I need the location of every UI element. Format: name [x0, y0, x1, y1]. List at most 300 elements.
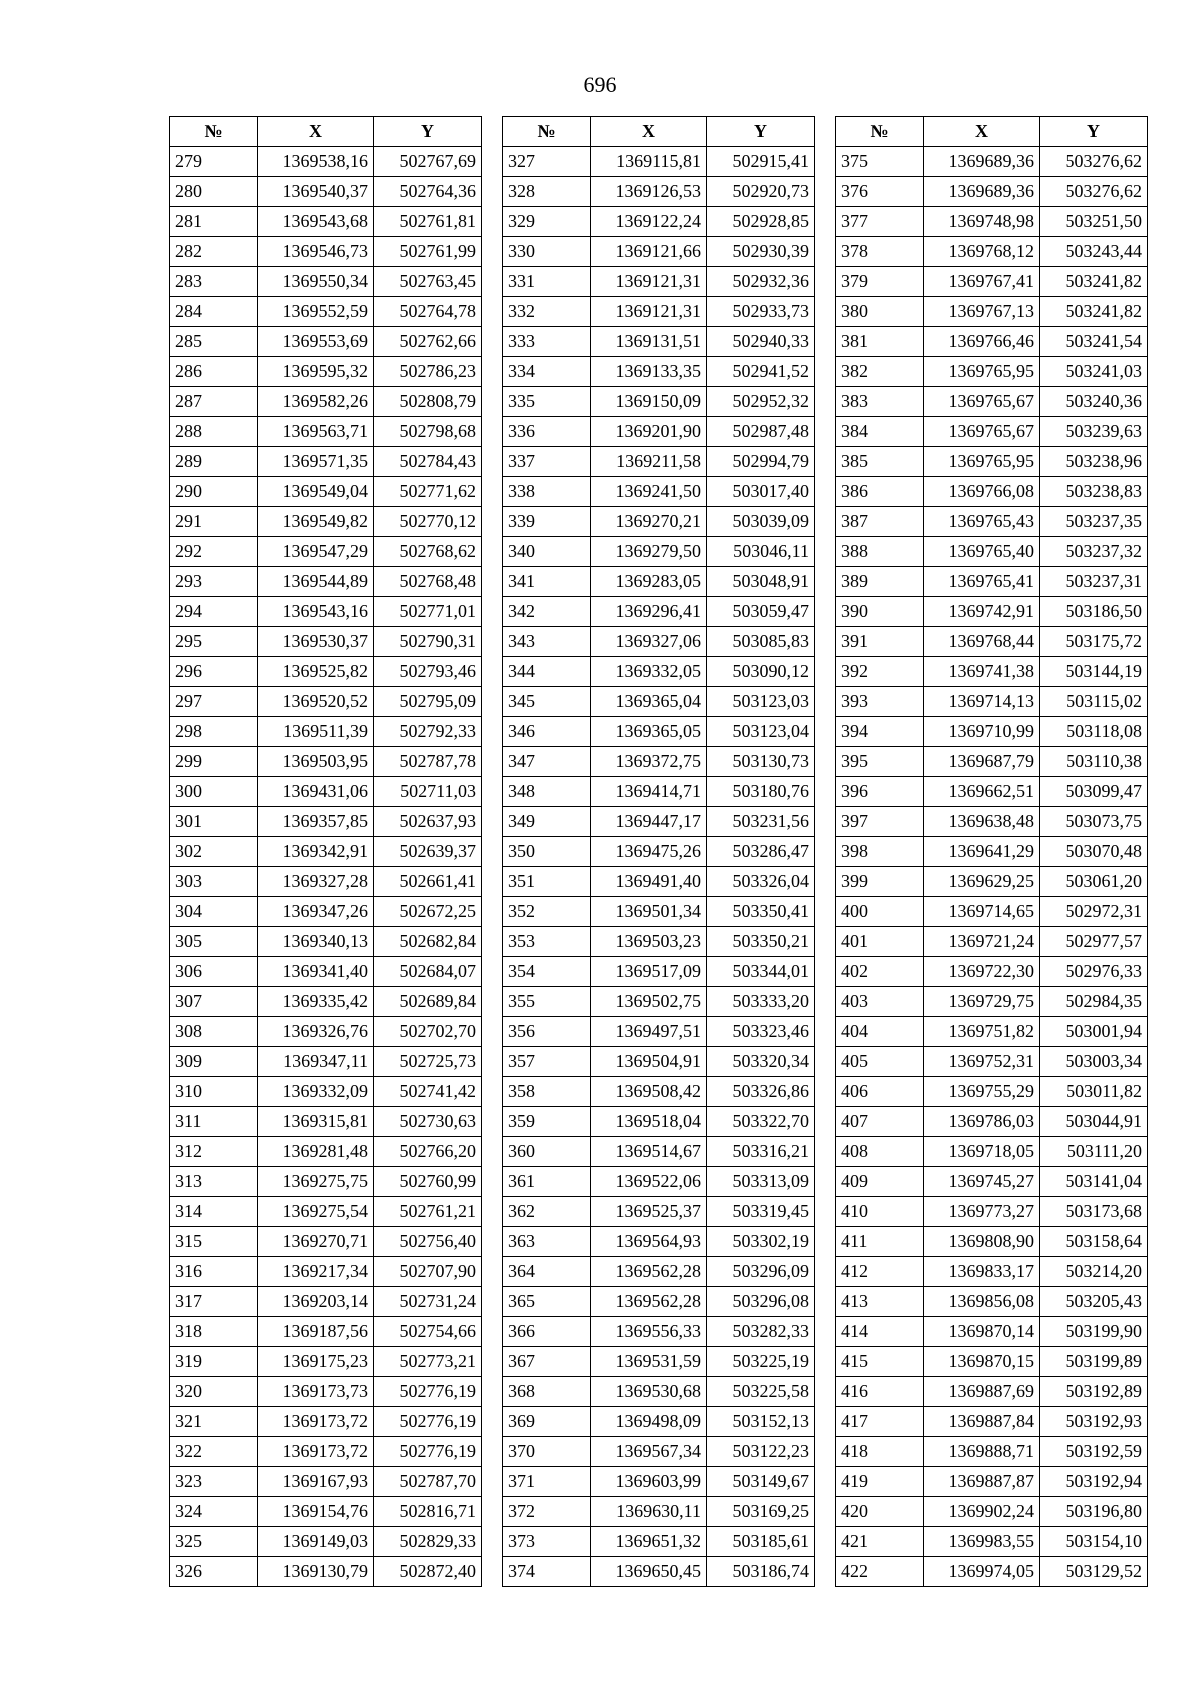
- point-number-cell: 366: [503, 1317, 591, 1347]
- x-coordinate-cell: 1369765,95: [924, 357, 1040, 387]
- x-coordinate-cell: 1369365,05: [591, 717, 707, 747]
- x-coordinate-cell: 1369766,46: [924, 327, 1040, 357]
- x-coordinate-cell: 1369974,05: [924, 1557, 1040, 1587]
- table-row: [836, 387, 1148, 417]
- point-number-cell: 365: [503, 1287, 591, 1317]
- table-row: [170, 1347, 482, 1377]
- x-coordinate-cell: 1369175,23: [258, 1347, 374, 1377]
- point-number-cell: 310: [170, 1077, 258, 1107]
- x-coordinate-cell: 1369332,09: [258, 1077, 374, 1107]
- x-coordinate-cell: 1369547,29: [258, 537, 374, 567]
- table-row: [170, 267, 482, 297]
- table-row: [836, 1137, 1148, 1167]
- y-coordinate-cell: 503046,11: [707, 537, 815, 567]
- y-coordinate-cell: 503180,76: [707, 777, 815, 807]
- point-number-cell: 313: [170, 1167, 258, 1197]
- y-coordinate-cell: 503185,61: [707, 1527, 815, 1557]
- x-coordinate-cell: 1369638,48: [924, 807, 1040, 837]
- x-coordinate-cell: 1369721,24: [924, 927, 1040, 957]
- point-number-cell: 387: [836, 507, 924, 537]
- y-coordinate-cell: 503186,50: [1040, 597, 1148, 627]
- point-number-cell: 333: [503, 327, 591, 357]
- y-coordinate-cell: 503241,03: [1040, 357, 1148, 387]
- x-coordinate-cell: 1369765,43: [924, 507, 1040, 537]
- point-number-cell: 340: [503, 537, 591, 567]
- point-number-cell: 316: [170, 1257, 258, 1287]
- x-coordinate-cell: 1369270,71: [258, 1227, 374, 1257]
- point-number-cell: 385: [836, 447, 924, 477]
- table-row: [170, 177, 482, 207]
- point-number-cell: 403: [836, 987, 924, 1017]
- table-row: [503, 1467, 815, 1497]
- point-number-cell: 362: [503, 1197, 591, 1227]
- y-coordinate-cell: 503225,19: [707, 1347, 815, 1377]
- y-coordinate-cell: 502768,48: [374, 567, 482, 597]
- table-row: [836, 507, 1148, 537]
- table-row: [503, 747, 815, 777]
- point-number-cell: 304: [170, 897, 258, 927]
- y-coordinate-cell: 503192,94: [1040, 1467, 1148, 1497]
- y-coordinate-cell: 503130,73: [707, 747, 815, 777]
- y-coordinate-cell: 503326,86: [707, 1077, 815, 1107]
- table-row: [503, 957, 815, 987]
- table-row: [503, 237, 815, 267]
- y-coordinate-cell: 503111,20: [1040, 1137, 1148, 1167]
- point-number-cell: 327: [503, 147, 591, 177]
- point-number-cell: 297: [170, 687, 258, 717]
- x-coordinate-cell: 1369689,36: [924, 177, 1040, 207]
- x-coordinate-cell: 1369121,31: [591, 267, 707, 297]
- table-row: [170, 1527, 482, 1557]
- point-number-cell: 312: [170, 1137, 258, 1167]
- y-coordinate-cell: 503241,54: [1040, 327, 1148, 357]
- point-number-cell: 412: [836, 1257, 924, 1287]
- table-row: [503, 537, 815, 567]
- point-number-cell: 348: [503, 777, 591, 807]
- y-coordinate-cell: 502763,45: [374, 267, 482, 297]
- y-coordinate-cell: 503282,33: [707, 1317, 815, 1347]
- y-coordinate-cell: 502793,46: [374, 657, 482, 687]
- coordinates-table-1: [169, 116, 482, 1587]
- y-coordinate-cell: 503205,43: [1040, 1287, 1148, 1317]
- table-row: [836, 1107, 1148, 1137]
- point-number-cell: 395: [836, 747, 924, 777]
- point-number-cell: 311: [170, 1107, 258, 1137]
- x-coordinate-cell: 1369126,53: [591, 177, 707, 207]
- table-row: [170, 1047, 482, 1077]
- y-coordinate-cell: 503192,59: [1040, 1437, 1148, 1467]
- x-coordinate-cell: 1369888,71: [924, 1437, 1040, 1467]
- table-row: [836, 627, 1148, 657]
- x-coordinate-cell: 1369729,75: [924, 987, 1040, 1017]
- x-coordinate-cell: 1369552,59: [258, 297, 374, 327]
- table-row: [503, 927, 815, 957]
- x-coordinate-cell: 1369767,41: [924, 267, 1040, 297]
- point-number-cell: 305: [170, 927, 258, 957]
- coordinates-table-2: [502, 116, 815, 1587]
- x-coordinate-cell: 1369768,44: [924, 627, 1040, 657]
- table-row: [503, 717, 815, 747]
- x-coordinate-cell: 1369887,87: [924, 1467, 1040, 1497]
- header-row: [170, 117, 482, 147]
- y-coordinate-cell: 503243,44: [1040, 237, 1148, 267]
- table-row: [503, 807, 815, 837]
- y-coordinate-cell: 503192,93: [1040, 1407, 1148, 1437]
- point-number-cell: 371: [503, 1467, 591, 1497]
- x-coordinate-cell: 1369689,36: [924, 147, 1040, 177]
- table-row: [836, 747, 1148, 777]
- x-coordinate-cell: 1369543,68: [258, 207, 374, 237]
- y-coordinate-cell: 502792,33: [374, 717, 482, 747]
- table-row: [170, 537, 482, 567]
- table-row: [170, 1407, 482, 1437]
- point-number-cell: 318: [170, 1317, 258, 1347]
- x-coordinate-cell: 1369902,24: [924, 1497, 1040, 1527]
- y-coordinate-cell: 502661,41: [374, 867, 482, 897]
- x-coordinate-cell: 1369347,11: [258, 1047, 374, 1077]
- point-number-cell: 405: [836, 1047, 924, 1077]
- point-number-cell: 322: [170, 1437, 258, 1467]
- y-coordinate-cell: 502930,39: [707, 237, 815, 267]
- table-row: [836, 597, 1148, 627]
- x-coordinate-cell: 1369296,41: [591, 597, 707, 627]
- table-row: [170, 687, 482, 717]
- y-coordinate-cell: 502682,84: [374, 927, 482, 957]
- point-number-cell: 361: [503, 1167, 591, 1197]
- x-coordinate-cell: 1369603,99: [591, 1467, 707, 1497]
- x-coordinate-cell: 1369279,50: [591, 537, 707, 567]
- y-coordinate-cell: 503333,20: [707, 987, 815, 1017]
- point-number-cell: 359: [503, 1107, 591, 1137]
- header-row: [503, 117, 815, 147]
- x-coordinate-cell: 1369130,79: [258, 1557, 374, 1587]
- table-row: [170, 1317, 482, 1347]
- y-coordinate-cell: 503237,31: [1040, 567, 1148, 597]
- y-coordinate-cell: 502689,84: [374, 987, 482, 1017]
- point-number-cell: 346: [503, 717, 591, 747]
- point-number-cell: 298: [170, 717, 258, 747]
- point-number-cell: 377: [836, 207, 924, 237]
- y-coordinate-cell: 503350,21: [707, 927, 815, 957]
- point-number-cell: 328: [503, 177, 591, 207]
- table-row: [170, 1287, 482, 1317]
- y-coordinate-cell: 502766,20: [374, 1137, 482, 1167]
- point-number-cell: 317: [170, 1287, 258, 1317]
- x-coordinate-cell: 1369562,28: [591, 1257, 707, 1287]
- y-coordinate-cell: 502920,73: [707, 177, 815, 207]
- point-number-cell: 284: [170, 297, 258, 327]
- header-y: Y: [374, 117, 482, 147]
- x-coordinate-cell: 1369518,04: [591, 1107, 707, 1137]
- x-coordinate-cell: 1369503,23: [591, 927, 707, 957]
- table-row: [503, 1317, 815, 1347]
- table-row: [503, 777, 815, 807]
- table-row: [503, 1227, 815, 1257]
- y-coordinate-cell: 502941,52: [707, 357, 815, 387]
- point-number-cell: 404: [836, 1017, 924, 1047]
- y-coordinate-cell: 503044,91: [1040, 1107, 1148, 1137]
- y-coordinate-cell: 503276,62: [1040, 177, 1148, 207]
- point-number-cell: 341: [503, 567, 591, 597]
- table-row: [503, 1017, 815, 1047]
- table-row: [503, 387, 815, 417]
- point-number-cell: 337: [503, 447, 591, 477]
- y-coordinate-cell: 503169,25: [707, 1497, 815, 1527]
- point-number-cell: 319: [170, 1347, 258, 1377]
- table-row: [170, 747, 482, 777]
- y-coordinate-cell: 502976,33: [1040, 957, 1148, 987]
- point-number-cell: 308: [170, 1017, 258, 1047]
- x-coordinate-cell: 1369187,56: [258, 1317, 374, 1347]
- x-coordinate-cell: 1369173,73: [258, 1377, 374, 1407]
- point-number-cell: 283: [170, 267, 258, 297]
- y-coordinate-cell: 502994,79: [707, 447, 815, 477]
- x-coordinate-cell: 1369201,90: [591, 417, 707, 447]
- table-row: [170, 1377, 482, 1407]
- x-coordinate-cell: 1369718,05: [924, 1137, 1040, 1167]
- y-coordinate-cell: 503115,02: [1040, 687, 1148, 717]
- x-coordinate-cell: 1369553,69: [258, 327, 374, 357]
- point-number-cell: 331: [503, 267, 591, 297]
- x-coordinate-cell: 1369504,91: [591, 1047, 707, 1077]
- y-coordinate-cell: 503149,67: [707, 1467, 815, 1497]
- y-coordinate-cell: 503048,91: [707, 567, 815, 597]
- x-coordinate-cell: 1369498,09: [591, 1407, 707, 1437]
- x-coordinate-cell: 1369342,91: [258, 837, 374, 867]
- point-number-cell: 323: [170, 1467, 258, 1497]
- table-row: [503, 477, 815, 507]
- point-number-cell: 416: [836, 1377, 924, 1407]
- y-coordinate-cell: 502711,03: [374, 777, 482, 807]
- y-coordinate-cell: 503350,41: [707, 897, 815, 927]
- point-number-cell: 391: [836, 627, 924, 657]
- table-row: [170, 1197, 482, 1227]
- x-coordinate-cell: 1369546,73: [258, 237, 374, 267]
- x-coordinate-cell: 1369270,21: [591, 507, 707, 537]
- table-row: [836, 1377, 1148, 1407]
- y-coordinate-cell: 503240,36: [1040, 387, 1148, 417]
- table-row: [170, 507, 482, 537]
- table-row: [503, 1437, 815, 1467]
- x-coordinate-cell: 1369808,90: [924, 1227, 1040, 1257]
- point-number-cell: 414: [836, 1317, 924, 1347]
- header-row: [836, 117, 1148, 147]
- x-coordinate-cell: 1369543,16: [258, 597, 374, 627]
- point-number-cell: 401: [836, 927, 924, 957]
- y-coordinate-cell: 503239,63: [1040, 417, 1148, 447]
- point-number-cell: 324: [170, 1497, 258, 1527]
- point-number-cell: 376: [836, 177, 924, 207]
- table-row: [503, 147, 815, 177]
- x-coordinate-cell: 1369217,34: [258, 1257, 374, 1287]
- table-row: [170, 777, 482, 807]
- point-number-cell: 354: [503, 957, 591, 987]
- point-number-cell: 282: [170, 237, 258, 267]
- point-number-cell: 402: [836, 957, 924, 987]
- table-row: [503, 867, 815, 897]
- table-row: [170, 1497, 482, 1527]
- y-coordinate-cell: 503085,83: [707, 627, 815, 657]
- table-row: [503, 1137, 815, 1167]
- table-row: [170, 327, 482, 357]
- y-coordinate-cell: 502756,40: [374, 1227, 482, 1257]
- table-row: [503, 1287, 815, 1317]
- y-coordinate-cell: 502795,09: [374, 687, 482, 717]
- point-number-cell: 302: [170, 837, 258, 867]
- y-coordinate-cell: 502933,73: [707, 297, 815, 327]
- point-number-cell: 422: [836, 1557, 924, 1587]
- x-coordinate-cell: 1369722,30: [924, 957, 1040, 987]
- x-coordinate-cell: 1369525,37: [591, 1197, 707, 1227]
- point-number-cell: 349: [503, 807, 591, 837]
- table-row: [170, 297, 482, 327]
- header-x: X: [924, 117, 1040, 147]
- table-row: [170, 657, 482, 687]
- x-coordinate-cell: 1369773,27: [924, 1197, 1040, 1227]
- x-coordinate-cell: 1369870,14: [924, 1317, 1040, 1347]
- table-row: [836, 1317, 1148, 1347]
- point-number-cell: 360: [503, 1137, 591, 1167]
- x-coordinate-cell: 1369765,41: [924, 567, 1040, 597]
- y-coordinate-cell: 503192,89: [1040, 1377, 1148, 1407]
- x-coordinate-cell: 1369517,09: [591, 957, 707, 987]
- y-coordinate-cell: 503110,38: [1040, 747, 1148, 777]
- table-row: [170, 447, 482, 477]
- point-number-cell: 355: [503, 987, 591, 1017]
- x-coordinate-cell: 1369714,13: [924, 687, 1040, 717]
- y-coordinate-cell: 503129,52: [1040, 1557, 1148, 1587]
- y-coordinate-cell: 502787,78: [374, 747, 482, 777]
- table-row: [503, 1257, 815, 1287]
- point-number-cell: 279: [170, 147, 258, 177]
- header-number: №: [170, 117, 258, 147]
- table-row: [170, 1227, 482, 1257]
- table-row: [503, 987, 815, 1017]
- y-coordinate-cell: 503196,80: [1040, 1497, 1148, 1527]
- point-number-cell: 363: [503, 1227, 591, 1257]
- x-coordinate-cell: 1369503,95: [258, 747, 374, 777]
- x-coordinate-cell: 1369983,55: [924, 1527, 1040, 1557]
- x-coordinate-cell: 1369571,35: [258, 447, 374, 477]
- table-row: [836, 867, 1148, 897]
- table-row: [170, 417, 482, 447]
- y-coordinate-cell: 502702,70: [374, 1017, 482, 1047]
- x-coordinate-cell: 1369630,11: [591, 1497, 707, 1527]
- point-number-cell: 330: [503, 237, 591, 267]
- y-coordinate-cell: 503302,19: [707, 1227, 815, 1257]
- point-number-cell: 343: [503, 627, 591, 657]
- y-coordinate-cell: 502987,48: [707, 417, 815, 447]
- y-coordinate-cell: 503059,47: [707, 597, 815, 627]
- point-number-cell: 364: [503, 1257, 591, 1287]
- y-coordinate-cell: 503237,32: [1040, 537, 1148, 567]
- x-coordinate-cell: 1369768,12: [924, 237, 1040, 267]
- table-row: [170, 477, 482, 507]
- point-number-cell: 345: [503, 687, 591, 717]
- x-coordinate-cell: 1369766,08: [924, 477, 1040, 507]
- point-number-cell: 326: [170, 1557, 258, 1587]
- table-row: [170, 1077, 482, 1107]
- table-row: [503, 417, 815, 447]
- y-coordinate-cell: 503158,64: [1040, 1227, 1148, 1257]
- point-number-cell: 398: [836, 837, 924, 867]
- table-row: [170, 1137, 482, 1167]
- table-row: [503, 267, 815, 297]
- x-coordinate-cell: 1369595,32: [258, 357, 374, 387]
- header-number: №: [503, 117, 591, 147]
- x-coordinate-cell: 1369502,75: [591, 987, 707, 1017]
- point-number-cell: 392: [836, 657, 924, 687]
- y-coordinate-cell: 503070,48: [1040, 837, 1148, 867]
- y-coordinate-cell: 502977,57: [1040, 927, 1148, 957]
- y-coordinate-cell: 503017,40: [707, 477, 815, 507]
- table-row: [170, 357, 482, 387]
- point-number-cell: 329: [503, 207, 591, 237]
- x-coordinate-cell: 1369856,08: [924, 1287, 1040, 1317]
- point-number-cell: 393: [836, 687, 924, 717]
- table-row: [503, 1047, 815, 1077]
- y-coordinate-cell: 502770,12: [374, 507, 482, 537]
- y-coordinate-cell: 502776,19: [374, 1407, 482, 1437]
- table-row: [503, 657, 815, 687]
- point-number-cell: 347: [503, 747, 591, 777]
- header-y: Y: [707, 117, 815, 147]
- table-row: [503, 687, 815, 717]
- y-coordinate-cell: 502776,19: [374, 1437, 482, 1467]
- y-coordinate-cell: 503241,82: [1040, 267, 1148, 297]
- y-coordinate-cell: 502952,32: [707, 387, 815, 417]
- point-number-cell: 418: [836, 1437, 924, 1467]
- y-coordinate-cell: 503122,23: [707, 1437, 815, 1467]
- table-row: [170, 1167, 482, 1197]
- x-coordinate-cell: 1369149,03: [258, 1527, 374, 1557]
- x-coordinate-cell: 1369887,84: [924, 1407, 1040, 1437]
- x-coordinate-cell: 1369563,71: [258, 417, 374, 447]
- table-row: [836, 897, 1148, 927]
- table-row: [170, 207, 482, 237]
- y-coordinate-cell: 502760,99: [374, 1167, 482, 1197]
- table-row: [836, 807, 1148, 837]
- y-coordinate-cell: 503322,70: [707, 1107, 815, 1137]
- x-coordinate-cell: 1369501,34: [591, 897, 707, 927]
- table-row: [836, 687, 1148, 717]
- y-coordinate-cell: 502872,40: [374, 1557, 482, 1587]
- x-coordinate-cell: 1369745,27: [924, 1167, 1040, 1197]
- point-number-cell: 350: [503, 837, 591, 867]
- x-coordinate-cell: 1369562,28: [591, 1287, 707, 1317]
- y-coordinate-cell: 503344,01: [707, 957, 815, 987]
- y-coordinate-cell: 502940,33: [707, 327, 815, 357]
- point-number-cell: 287: [170, 387, 258, 417]
- point-number-cell: 367: [503, 1347, 591, 1377]
- table-row: [836, 777, 1148, 807]
- table-row: [170, 957, 482, 987]
- x-coordinate-cell: 1369755,29: [924, 1077, 1040, 1107]
- x-coordinate-cell: 1369283,05: [591, 567, 707, 597]
- y-coordinate-cell: 503286,47: [707, 837, 815, 867]
- point-number-cell: 407: [836, 1107, 924, 1137]
- x-coordinate-cell: 1369173,72: [258, 1437, 374, 1467]
- x-coordinate-cell: 1369340,13: [258, 927, 374, 957]
- x-coordinate-cell: 1369530,37: [258, 627, 374, 657]
- x-coordinate-cell: 1369365,04: [591, 687, 707, 717]
- x-coordinate-cell: 1369211,58: [591, 447, 707, 477]
- point-number-cell: 369: [503, 1407, 591, 1437]
- y-coordinate-cell: 503320,34: [707, 1047, 815, 1077]
- y-coordinate-cell: 502776,19: [374, 1377, 482, 1407]
- page-number: 696: [583, 72, 617, 97]
- y-coordinate-cell: 502684,07: [374, 957, 482, 987]
